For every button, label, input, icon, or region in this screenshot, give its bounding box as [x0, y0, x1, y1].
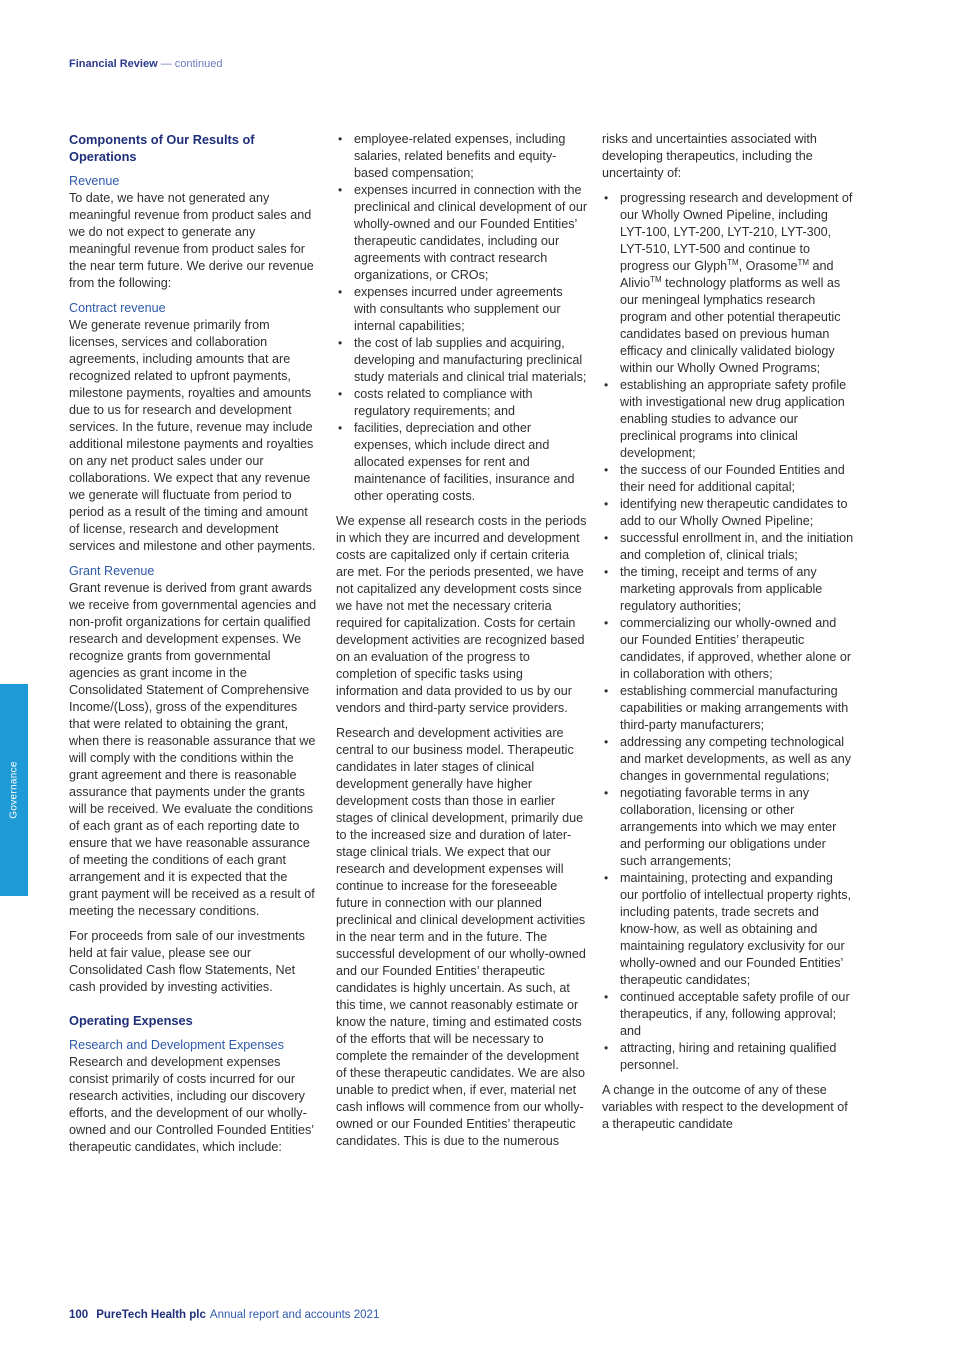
bullet-icon: • [604, 497, 609, 511]
side-tab-label: Governance [8, 761, 20, 819]
list-item: • identifying new therapeutic candidates to add to our Wholly Owned Pipeline; [604, 497, 848, 528]
page-number: 100 [69, 1309, 89, 1321]
bullet-icon: • [338, 285, 343, 299]
proceeds-paragraph: For proceeds from sale of our investments held at fair value, please see our Consolidated Cash flow Statements, Net cash provided by investing activities. [69, 929, 305, 994]
bullet-icon: • [604, 1041, 609, 1055]
list-item: • commercializing our wholly-owned and our Founded Entities’ therapeutic candidates, if approved, whether alone or in collaboration with others; [604, 616, 852, 681]
rd-cost-list [336, 131, 588, 505]
uncertainty-intro: risks and uncertainties associated with developing therapeutics, including the uncertainty of: [602, 132, 817, 180]
bullet-icon: • [338, 421, 343, 435]
list-item: • facilities, depreciation and other expenses, which include direct and allocated expenses for rent and maintenance of facilities, insurance and other operating costs. [338, 421, 575, 503]
list-item: • the cost of lab supplies and acquiring, developing and manufacturing preclinical study materials and clinical trial materials; [338, 336, 587, 384]
list-item: • successful enrollment in, and the initiation and completion of, clinical trials; [604, 531, 854, 562]
bullet-icon: • [604, 616, 609, 630]
contract-revenue-paragraph: We generate revenue primarily from licenses, services and collaboration agreements, including amounts that are recognized related to upfront payments, milestone payments, royalties and amounts due to us for research and development services. In the future, revenue may include additional milestone payments and royalties on any net product sales under our collaborations. We expect that any revenue we generate will fluctuate from period to period as a result of the timing and amount of license, research and development services and milestone and other payments. [69, 318, 316, 553]
bullet-icon: • [338, 336, 343, 350]
bullet-icon: • [604, 531, 609, 545]
revenue-heading: Revenue [69, 174, 120, 188]
bullet-icon: • [338, 387, 343, 401]
bullet-icon: • [604, 378, 609, 392]
running-header [69, 58, 222, 70]
list-item: • continued acceptable safety profile of our therapeutics, if any, following approval; and [604, 990, 850, 1038]
header-continued: — continued [157, 58, 223, 70]
footer-brand: PureTech Health plc [96, 1309, 206, 1321]
footer-report-title: Annual report and accounts 2021 [209, 1309, 380, 1321]
list-item: • employee-related expenses, including salaries, related benefits and equity-based compensation; [338, 132, 566, 180]
bullet-icon: • [604, 684, 609, 698]
list-item: • expenses incurred under agreements with consultants who supplement our internal capabilities; [338, 285, 563, 333]
grant-revenue-paragraph: Grant revenue is derived from grant awards we receive from governmental agencies and non-profit organizations for certain qualified research and development expenses. We recognize grants from governmental agencies as grant income in the Consolidated Statement of Comprehensive Income/(Loss), gross of the expenditures that were related to obtaining the grant, when there is reasonable assurance that we will comply with the conditions within the grant agreement and there is reasonable assurance that payments under the grants will be received. We evaluate the conditions of each grant as of each reporting date to ensure that we have reasonable assurance of meeting the conditions of each grant arrangement and it is expected that the grant payment will be received as a result of meeting the necessary conditions. [69, 581, 317, 918]
rd-expenses-paragraph: Research and development expenses consist primarily of costs incurred for our research activities, including our discovery efforts, and the development of our wholly-owned and our Controlled Founded Entities’ therapeutic candidates, which include: [69, 1055, 314, 1154]
bullet-icon: • [338, 132, 343, 146]
bullet-icon: • [604, 871, 609, 885]
trademark-mark: TM [797, 257, 810, 267]
list-item: • expenses incurred in connection with the preclinical and clinical development of our wholly-owned and our Founded Entities’ therapeutic candidates, including our agreements with contract research organizations, or CROs; [338, 183, 588, 282]
trademark-mark: TM [650, 274, 662, 284]
bullet-icon: • [604, 463, 609, 477]
list-item: • the timing, receipt and terms of any marketing approvals from applicable regulatory authorities; [604, 565, 823, 613]
column-3 [602, 131, 854, 1141]
contract-revenue-heading: Contract revenue [69, 301, 166, 315]
header-section: Financial Review [69, 58, 158, 70]
bullet-icon: • [604, 191, 609, 205]
page-footer [69, 1309, 379, 1321]
bullet-icon: • [604, 990, 609, 1004]
column-2 [336, 131, 588, 1158]
components-heading: Components of Our Results of Operations [69, 132, 255, 164]
section-side-tab[interactable] [0, 684, 28, 896]
list-item: • addressing any competing technological and market developments, as well as any changes in governmental regulations; [604, 735, 852, 783]
operating-expenses-heading: Operating Expenses [69, 1013, 193, 1028]
list-item: • costs related to compliance with regulatory requirements; and [338, 387, 533, 418]
rd-activities-paragraph: Research and development activities are central to our business model. Therapeutic candidates in later stages of clinical development generally have higher development costs than those in earlier stages of clinical development, primarily due to the increased size and duration of later-stage clinical trials. We expect that our research and development expenses will continue to increase for the foreseeable future in connection with our planned preclinical and clinical development activities in the near term and in the future. The successful development of our wholly-owned and our Founded Entities’ therapeutic candidates is highly uncertain. As such, at this time, we cannot reasonably estimate or know the nature, timing and estimated costs of the efforts that will be necessary to complete the remainder of the development of these therapeutic candidates. We are also unable to predict when, if ever, material net cash inflows will commence from our wholly-owned or our Founded Entities’ therapeutic candidates. This is due to the numerous [336, 726, 586, 1148]
bullet-icon: • [604, 735, 609, 749]
list-item: • establishing an appropriate safety profile with investigational new drug application enabling studies to advance our preclinical programs into clinical development; [604, 378, 847, 460]
grant-revenue-heading: Grant Revenue [69, 564, 155, 578]
bullet-icon: • [604, 565, 609, 579]
list-item: • establishing commercial manufacturing capabilities or making arrangements with third-party manufacturers; [604, 684, 849, 732]
bullet-icon: • [604, 786, 609, 800]
rd-expenses-heading: Research and Development Expenses [69, 1038, 284, 1052]
list-item: • maintaining, protecting and expanding our portfolio of intellectual property rights, including patents, trade secrets and know-how, as well as obtaining and maintaining regulatory exclusivity for our wholly-owned and our Founded Entities’ therapeutic candidates; [604, 871, 852, 987]
revenue-paragraph: To date, we have not generated any meaningful revenue from product sales and we do not expect to generate any meaningful revenue from product sales for the near term future. We derive our revenue from the following: [69, 191, 314, 290]
capitalization-paragraph: We expense all research costs in the periods in which they are incurred and development costs are capitalized only if certain criteria are met. For the periods presented, we have not capitalized any development costs since we have not met the necessary criteria required for capitalization. Costs for certain development activities are recognized based on an evaluation of the progress to completion of specific tasks using information and data provided to us by our vendors and third-party service providers. [336, 514, 587, 715]
uncertainty-list [602, 190, 854, 1074]
list-item: • attracting, hiring and retaining qualified personnel. [604, 1041, 837, 1072]
list-item: • progressing research and development of our Wholly Owned Pipeline, including LYT-100, LYT-200, LYT-210, LYT-300, LYT-510, LYT-500 and continue to progress our Glyph™, Orasome™ and Alivio™ technology platforms as well as our meningeal lymphatics research program and other potential therapeutic candidates based on previous human efficacy and clinically validated biology within our Wholly Owned Programs; [604, 191, 853, 375]
list-item: • negotiating favorable terms in any collaboration, licensing or other arrangements into which we may enter and performing our obligations under such arrangements; [604, 786, 837, 868]
trademark-mark: TM [727, 257, 739, 267]
column-1 [69, 131, 319, 1164]
closing-paragraph: A change in the outcome of any of these variables with respect to the development of a therapeutic candidate [602, 1083, 848, 1131]
list-item: • the success of our Founded Entities and their need for additional capital; [604, 463, 845, 494]
bullet-icon: • [338, 183, 343, 197]
